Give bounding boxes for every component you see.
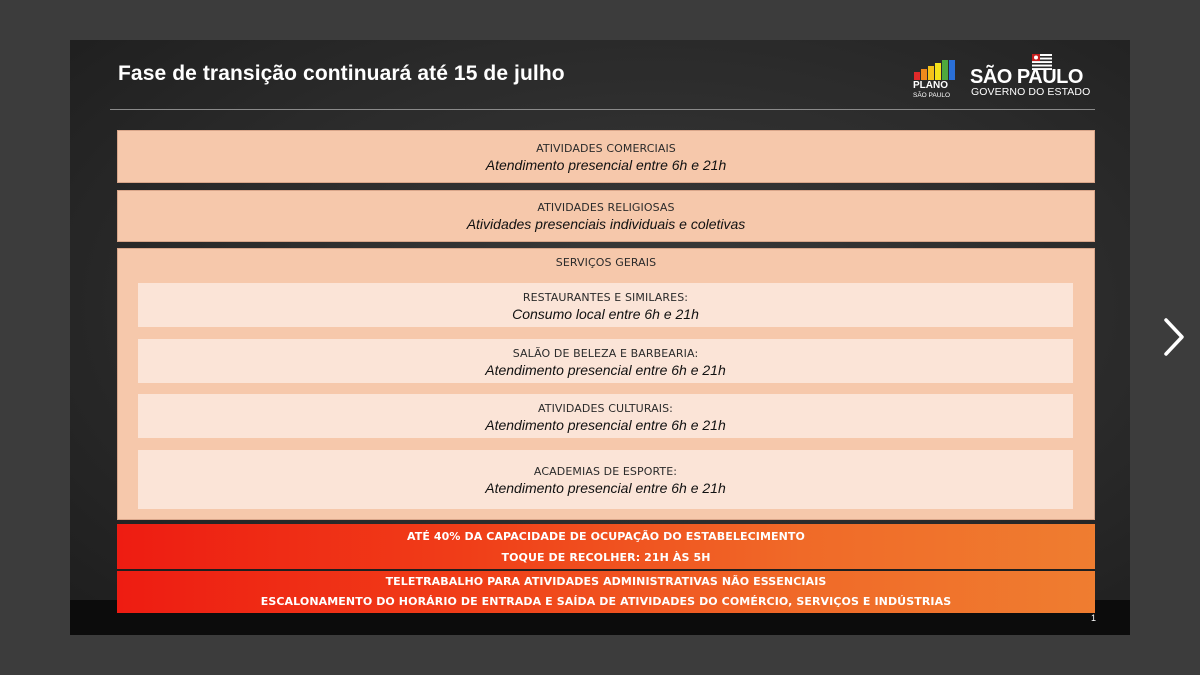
plano-bars-icon — [914, 60, 956, 80]
plano-bar — [942, 60, 948, 80]
plano-sao-paulo-logo — [912, 60, 956, 102]
governo-sao-paulo-logo — [968, 54, 1098, 100]
telework-band — [117, 571, 1095, 613]
capacity-curfew-band — [117, 524, 1095, 570]
servico-item-value: Consumo local entre 6h e 21h — [512, 306, 699, 322]
religiosas-label: ATIVIDADES RELIGIOSAS — [537, 201, 675, 214]
servico-item — [138, 450, 1073, 509]
plano-logo-subtitle: SÃO PAULO — [913, 92, 951, 99]
staggered-hours-rule: ESCALONAMENTO DO HORÁRIO DE ENTRADA E SAÍDA DE ATIVIDADES DO COMÉRCIO, SERVIÇOS E INDÚSTRIAS — [260, 595, 952, 608]
presentation-slide — [70, 40, 1130, 635]
comerciais-box — [117, 130, 1095, 183]
plano-bar — [928, 66, 934, 80]
servico-item-label: ACADEMIAS DE ESPORTE: — [533, 465, 678, 478]
comerciais-label: ATIVIDADES COMERCIAIS — [536, 142, 676, 155]
servico-item — [138, 339, 1073, 383]
servico-item-label: SALÃO DE BELEZA E BARBEARIA: — [512, 347, 699, 360]
telework-rule: TELETRABALHO PARA ATIVIDADES ADMINISTRATIVAS NÃO ESSENCIAIS — [385, 575, 827, 588]
slide-page-number: 1 — [1091, 613, 1097, 623]
sp-logo-name: SÃO PAULO — [970, 66, 1083, 88]
plano-bar — [914, 72, 920, 80]
servicos-gerais-label: SERVIÇOS GERAIS — [555, 256, 657, 269]
servico-item-label: ATIVIDADES CULTURAIS: — [538, 402, 673, 415]
servico-item-value: Atendimento presencial entre 6h e 21h — [485, 362, 726, 378]
curfew-rule: TOQUE DE RECOLHER: 21H ÀS 5H — [501, 551, 711, 564]
plano-bar — [949, 60, 955, 80]
title-divider — [110, 109, 1095, 110]
comerciais-value: Atendimento presencial entre 6h e 21h — [485, 157, 727, 173]
plano-bar — [921, 69, 927, 80]
servico-item-value: Atendimento presencial entre 6h e 21h — [485, 417, 726, 433]
slide-title: Fase de transição continuará até 15 de julho — [118, 62, 565, 85]
religiosas-value: Atividades presenciais individuais e coletivas — [466, 216, 746, 232]
sp-logo-government: GOVERNO DO ESTADO — [971, 86, 1091, 98]
chevron-right-icon[interactable] — [1158, 314, 1188, 360]
capacity-rule: ATÉ 40% DA CAPACIDADE DE OCUPAÇÃO DO ESTABELECIMENTO — [407, 530, 805, 543]
servicos-gerais-box — [117, 248, 1095, 520]
servico-item — [138, 283, 1073, 327]
servico-item-value: Atendimento presencial entre 6h e 21h — [485, 480, 726, 496]
plano-bar — [935, 63, 941, 80]
servico-item — [138, 394, 1073, 438]
servico-item-label: RESTAURANTES E SIMILARES: — [522, 291, 689, 304]
religiosas-box — [117, 190, 1095, 242]
plano-logo-word: PLANO — [913, 80, 948, 91]
